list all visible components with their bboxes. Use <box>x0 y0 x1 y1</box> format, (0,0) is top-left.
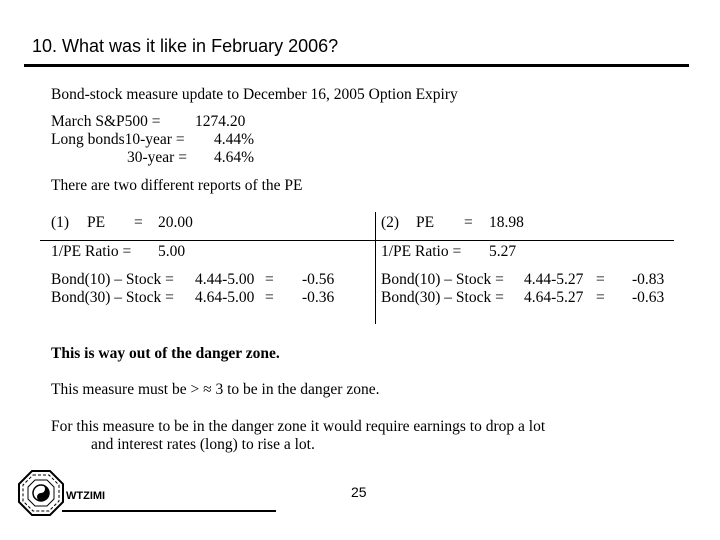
wtzimi-logo-icon <box>18 470 64 516</box>
right-bond10-result: -0.83 <box>632 271 665 288</box>
left-inverse-pe-label: 1/PE Ratio = <box>51 243 132 260</box>
logo-text: WTZIMI <box>66 490 106 502</box>
left-pe-label: PE <box>87 214 106 231</box>
right-bond10-expression: 4.44-5.27 <box>524 271 584 288</box>
right-bond30-expression: 4.64-5.27 <box>524 289 584 306</box>
title-rule <box>24 64 689 67</box>
footer-rule <box>62 510 276 512</box>
table-divider-vertical <box>375 212 376 324</box>
left-bond10-label: Bond(10) – Stock = <box>51 271 174 288</box>
left-pe-value: 20.00 <box>158 214 193 231</box>
danger-zone-threshold: This measure must be > ≈ 3 to be in the danger zone. <box>51 381 380 398</box>
slide-title: 10. What was it like in February 2006? <box>32 36 339 56</box>
long-bonds-30-label: 30-year = <box>127 149 187 166</box>
right-pe-equals: = <box>464 214 473 231</box>
danger-zone-conclusion: This is way out of the danger zone. <box>51 345 280 362</box>
left-bond30-label: Bond(30) – Stock = <box>51 289 174 306</box>
sp500-label: March S&P500 = <box>51 113 161 130</box>
page-number: 25 <box>351 484 367 500</box>
requirement-line-2: and interest rates (long) to rise a lot. <box>91 436 315 453</box>
left-pe-equals: = <box>134 214 143 231</box>
right-pe-label: PE <box>416 214 435 231</box>
right-bond30-equals: = <box>596 289 605 306</box>
right-inverse-pe-value: 5.27 <box>489 243 517 260</box>
left-bond10-result: -0.56 <box>302 271 335 288</box>
left-bond30-expression: 4.64-5.00 <box>195 289 255 306</box>
left-bond30-equals: = <box>265 289 274 306</box>
left-bond10-equals: = <box>265 271 274 288</box>
right-bond10-label: Bond(10) – Stock = <box>381 271 504 288</box>
long-bonds-30-value: 4.64% <box>214 149 255 166</box>
left-bond10-expression: 4.44-5.00 <box>195 271 255 288</box>
right-bond30-result: -0.63 <box>632 289 665 306</box>
long-bonds-10-label: Long bonds10-year = <box>51 131 185 148</box>
sp500-value: 1274.20 <box>195 113 246 130</box>
right-bond30-label: Bond(30) – Stock = <box>381 289 504 306</box>
bond-stock-heading: Bond-stock measure update to December 16, 2005 Option Expiry <box>51 86 458 103</box>
reports-intro: There are two different reports of the PE <box>51 177 303 194</box>
right-pe-number: (2) <box>381 214 400 231</box>
right-bond10-equals: = <box>596 271 605 288</box>
right-inverse-pe-label: 1/PE Ratio = <box>381 243 462 260</box>
left-pe-number: (1) <box>51 214 70 231</box>
right-pe-value: 18.98 <box>489 214 524 231</box>
table-divider-horizontal <box>40 240 674 241</box>
left-bond30-result: -0.36 <box>302 289 335 306</box>
requirement-line-1: For this measure to be in the danger zone it would require earnings to drop a lot <box>51 418 546 435</box>
left-inverse-pe-value: 5.00 <box>158 243 186 260</box>
long-bonds-10-value: 4.44% <box>214 131 255 148</box>
